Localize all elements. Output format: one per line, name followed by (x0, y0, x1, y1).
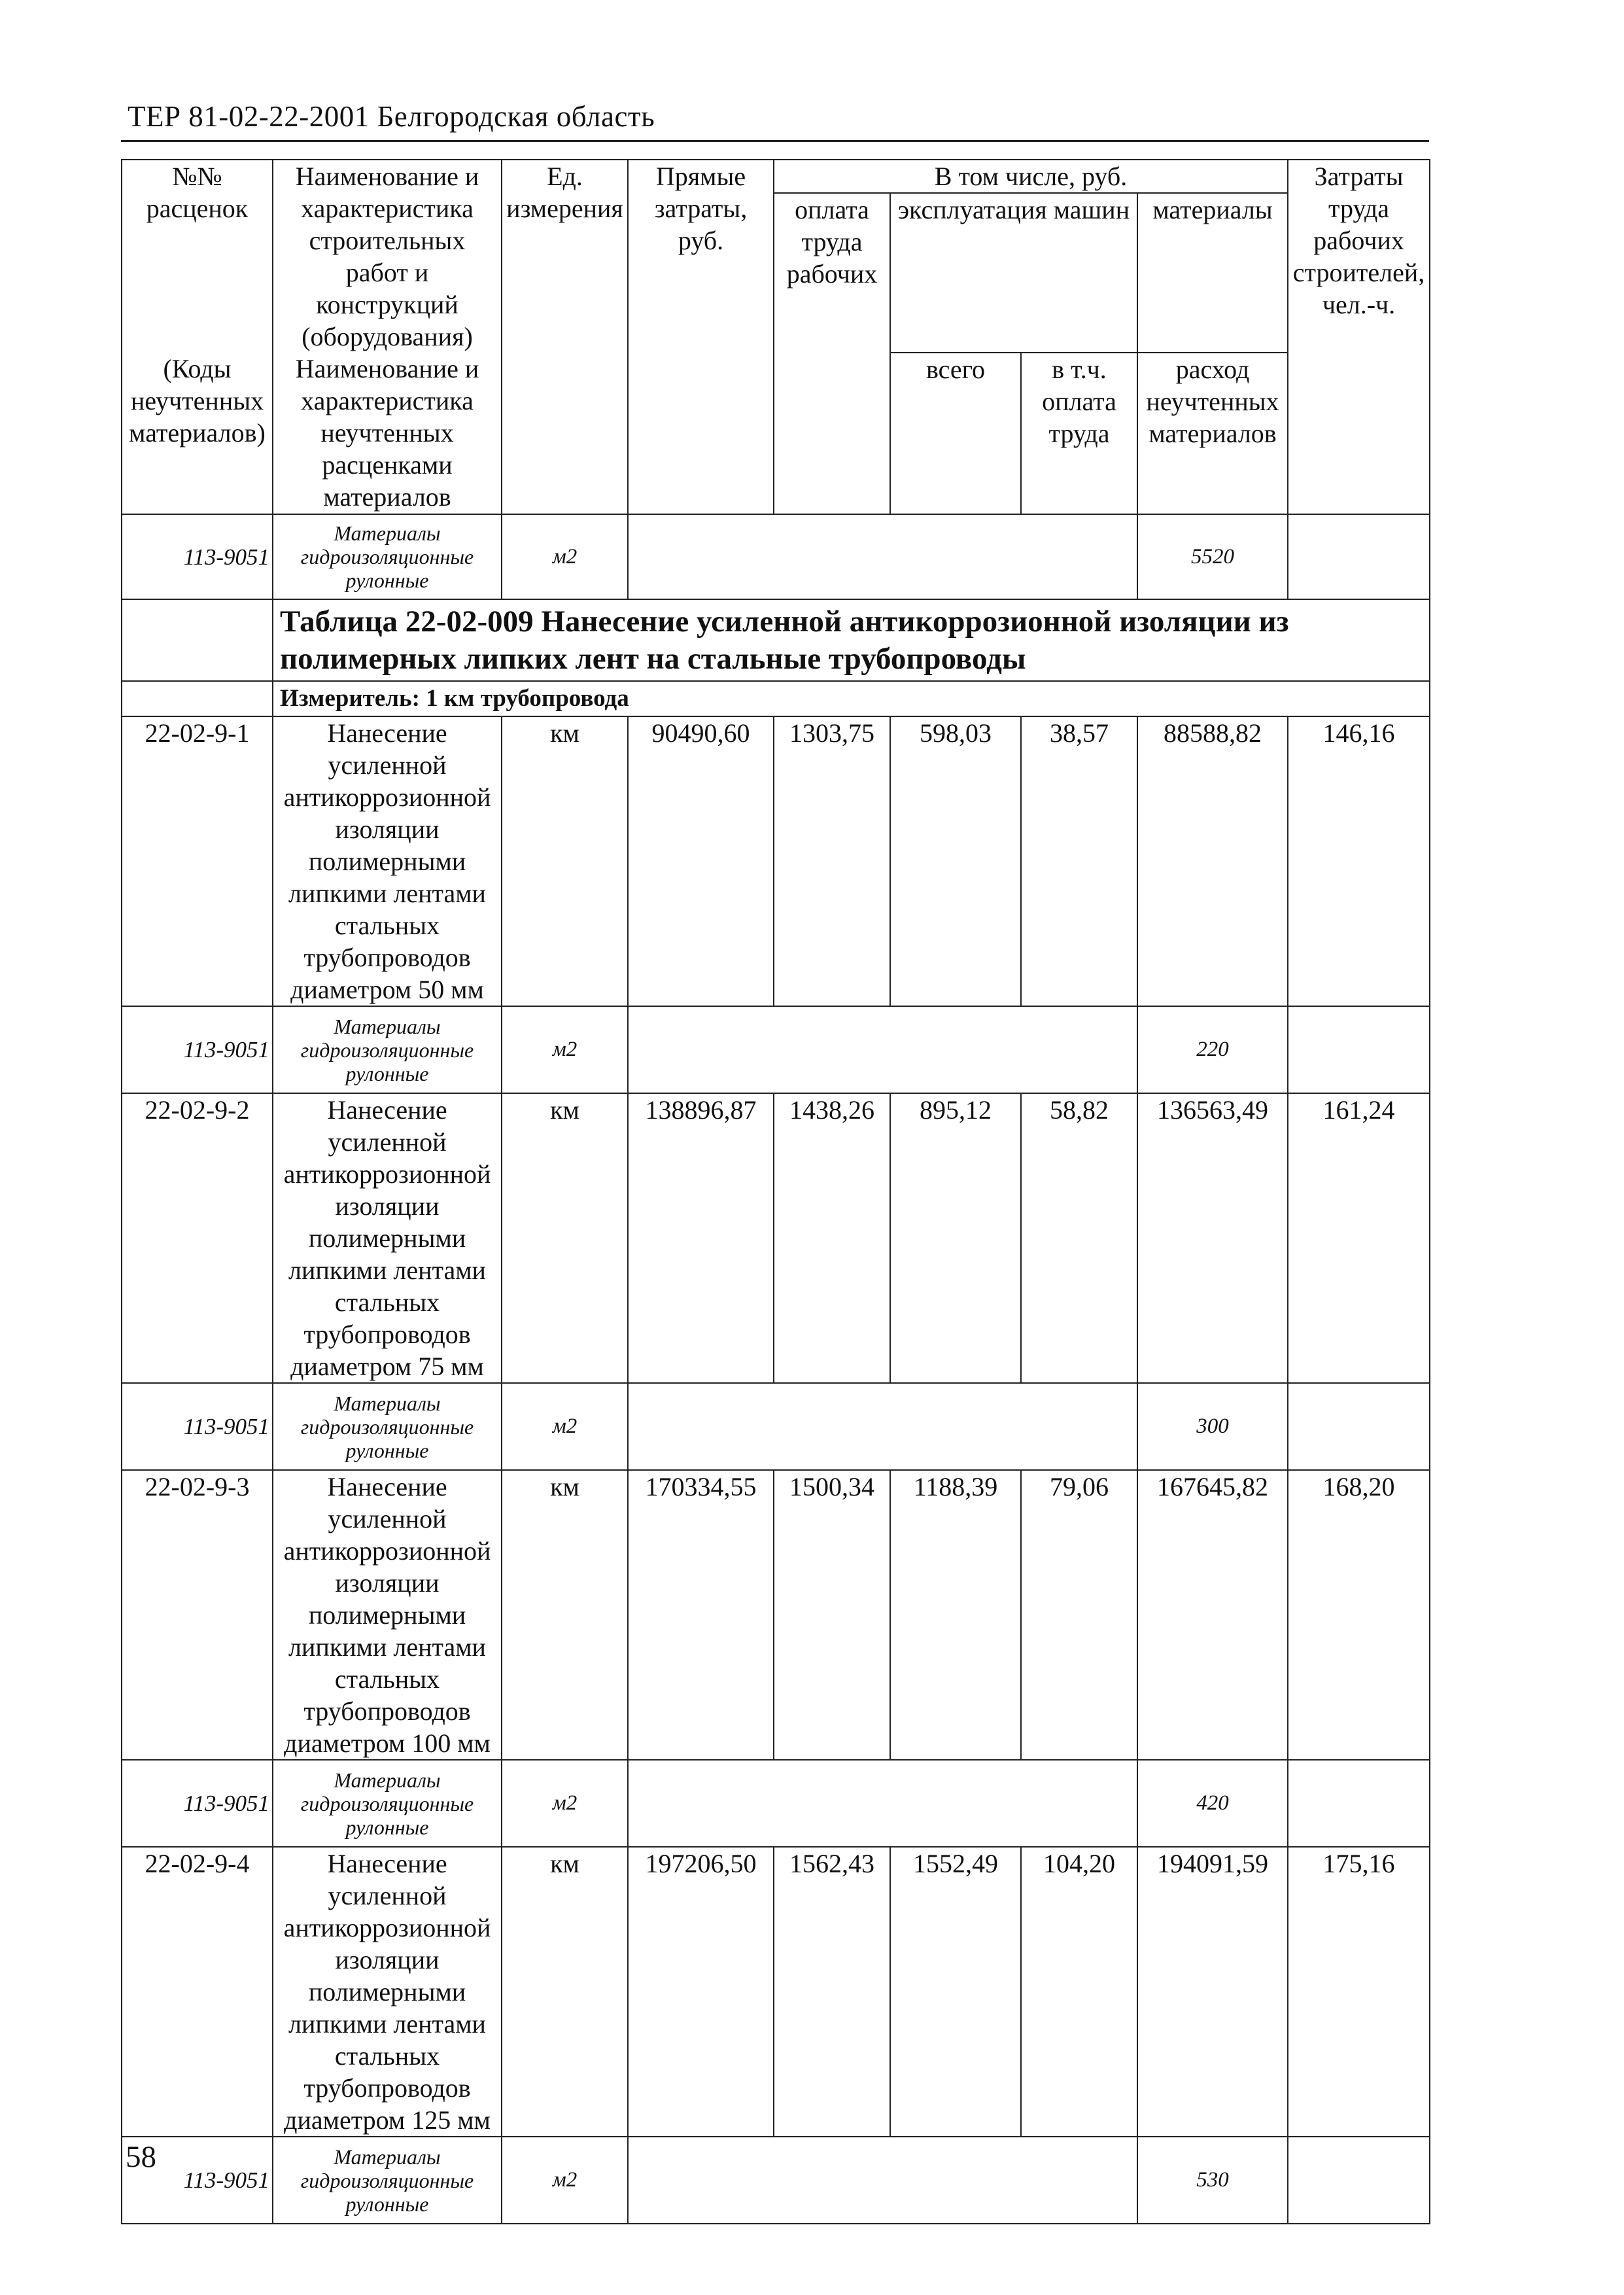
material-qty: 420 (1137, 1760, 1288, 1847)
material-empty (628, 2137, 1137, 2224)
material-empty (628, 1760, 1137, 1847)
material-row (122, 1006, 1430, 1093)
rate-name: Нанесение усиленной антикоррозионной изоляции полимерными липкими лентами стальных трубопроводов диаметром 100 мм (273, 1470, 502, 1760)
rate-code: 22-02-9-4 (122, 1847, 273, 2137)
col-machines-labor-header: в т.ч. оплата труда (1021, 353, 1137, 514)
material-empty-hours (1288, 1760, 1430, 1847)
material-qty: 530 (1137, 2137, 1288, 2224)
table-header (122, 160, 1430, 514)
material-code: 113-9051 (122, 1760, 273, 1847)
table-row (122, 716, 1430, 1006)
col-unit-header: Ед. измерения (502, 160, 628, 514)
col-direct-header: Прямые затраты, руб. (628, 160, 774, 514)
rate-labor-hours: 175,16 (1288, 1847, 1430, 2137)
rate-labor-hours: 146,16 (1288, 716, 1430, 1006)
document-header: ТЕР 81-02-22-2001 Белгородская область (128, 100, 655, 133)
rate-materials: 167645,82 (1137, 1470, 1288, 1760)
material-unit: м2 (502, 514, 628, 599)
rate-machines-total: 1552,49 (890, 1847, 1021, 2137)
table-body (122, 514, 1430, 2224)
material-qty: 300 (1137, 1383, 1288, 1470)
page-number: 58 (126, 2140, 156, 2174)
col-code-header: №№ расценок (122, 160, 273, 353)
material-empty-hours (1288, 514, 1430, 599)
material-row (122, 1383, 1430, 1470)
material-empty (628, 1383, 1137, 1470)
rate-direct: 90490,60 (628, 716, 774, 1006)
table-row (122, 1470, 1430, 1760)
rate-materials: 194091,59 (1137, 1847, 1288, 2137)
rate-machines-total: 598,03 (890, 716, 1021, 1006)
material-code: 113-9051 (122, 1006, 273, 1093)
section-meter-row (122, 681, 1430, 716)
col-code2-header: (Коды неучтенных материалов) (122, 353, 273, 514)
rates-table (121, 159, 1430, 2224)
rate-labor-pay: 1303,75 (774, 716, 890, 1006)
col-labor-hours-header: Затраты труда рабочих строителей, чел.-ч. (1288, 160, 1430, 514)
rate-machines-total: 1188,39 (890, 1470, 1021, 1760)
rate-unit: км (502, 1847, 628, 2137)
section-title-row (122, 599, 1430, 681)
rate-labor-pay: 1438,26 (774, 1093, 890, 1383)
section-meter: Измеритель: 1 км трубопровода (273, 681, 1430, 716)
material-unit: м2 (502, 1383, 628, 1470)
col-machines-total-header: всего (890, 353, 1021, 514)
material-empty-hours (1288, 1383, 1430, 1470)
material-empty-hours (1288, 1006, 1430, 1093)
rate-code: 22-02-9-1 (122, 716, 273, 1006)
table-row (122, 1847, 1430, 2137)
rate-name: Нанесение усиленной антикоррозионной изоляции полимерными липкими лентами стальных трубопроводов диаметром 75 мм (273, 1093, 502, 1383)
material-name: Материалы гидроизоляционные рулонные (273, 1006, 502, 1093)
rate-code: 22-02-9-2 (122, 1093, 273, 1383)
material-row (122, 2137, 1430, 2224)
rate-materials: 88588,82 (1137, 716, 1288, 1006)
section-meter-empty (122, 681, 273, 716)
material-name: Материалы гидроизоляционные рулонные (273, 1383, 502, 1470)
rate-labor-hours: 168,20 (1288, 1470, 1430, 1760)
section-title: Таблица 22-02-009 Нанесение усиленной антикоррозионной изоляции из полимерных липких лент на стальные трубопроводы (273, 599, 1430, 681)
rate-machines-labor: 58,82 (1021, 1093, 1137, 1383)
material-code: 113-9051 (122, 1383, 273, 1470)
rate-direct: 138896,87 (628, 1093, 774, 1383)
section-title-empty (122, 599, 273, 681)
material-empty (628, 514, 1137, 599)
rate-machines-total: 895,12 (890, 1093, 1021, 1383)
header-rule (121, 140, 1429, 142)
material-name: Материалы гидроизоляционные рулонные (273, 2137, 502, 2224)
rate-unit: км (502, 1093, 628, 1383)
rate-machines-labor: 38,57 (1021, 716, 1137, 1006)
rate-name: Нанесение усиленной антикоррозионной изоляции полимерными липкими лентами стальных трубопроводов диаметром 50 мм (273, 716, 502, 1006)
material-empty (628, 1006, 1137, 1093)
col-materials-use-header: расход неучтенных материалов (1137, 353, 1288, 514)
material-row (122, 514, 1430, 599)
material-empty-hours (1288, 2137, 1430, 2224)
material-qty: 220 (1137, 1006, 1288, 1093)
rate-labor-pay: 1562,43 (774, 1847, 890, 2137)
material-unit: м2 (502, 1760, 628, 1847)
rate-materials: 136563,49 (1137, 1093, 1288, 1383)
material-unit: м2 (502, 1006, 628, 1093)
col-machines-header: эксплуатация машин (890, 193, 1137, 353)
material-qty: 5520 (1137, 514, 1288, 599)
col-name-header: Наименование и характеристика строительных работ и конструкций (оборудования) (273, 160, 502, 353)
rate-labor-hours: 161,24 (1288, 1093, 1430, 1383)
rate-unit: км (502, 1470, 628, 1760)
rate-direct: 197206,50 (628, 1847, 774, 2137)
col-name2-header: Наименование и характеристика неучтенных расценками материалов (273, 353, 502, 514)
rate-labor-pay: 1500,34 (774, 1470, 890, 1760)
rate-direct: 170334,55 (628, 1470, 774, 1760)
rate-code: 22-02-9-3 (122, 1470, 273, 1760)
col-materials-header: материалы (1137, 193, 1288, 353)
material-code: 113-9051 (122, 2137, 273, 2224)
rate-name: Нанесение усиленной антикоррозионной изоляции полимерными липкими лентами стальных трубопроводов диаметром 125 мм (273, 1847, 502, 2137)
material-code: 113-9051 (122, 514, 273, 599)
material-row (122, 1760, 1430, 1847)
material-name: Материалы гидроизоляционные рулонные (273, 1760, 502, 1847)
rate-machines-labor: 104,20 (1021, 1847, 1137, 2137)
table-row (122, 1093, 1430, 1383)
col-labor-pay-header: оплата труда рабочих (774, 193, 890, 514)
material-name: Материалы гидроизоляционные рулонные (273, 514, 502, 599)
rate-machines-labor: 79,06 (1021, 1470, 1137, 1760)
material-unit: м2 (502, 2137, 628, 2224)
col-incl-header: В том числе, руб. (774, 160, 1288, 193)
rate-unit: км (502, 716, 628, 1006)
